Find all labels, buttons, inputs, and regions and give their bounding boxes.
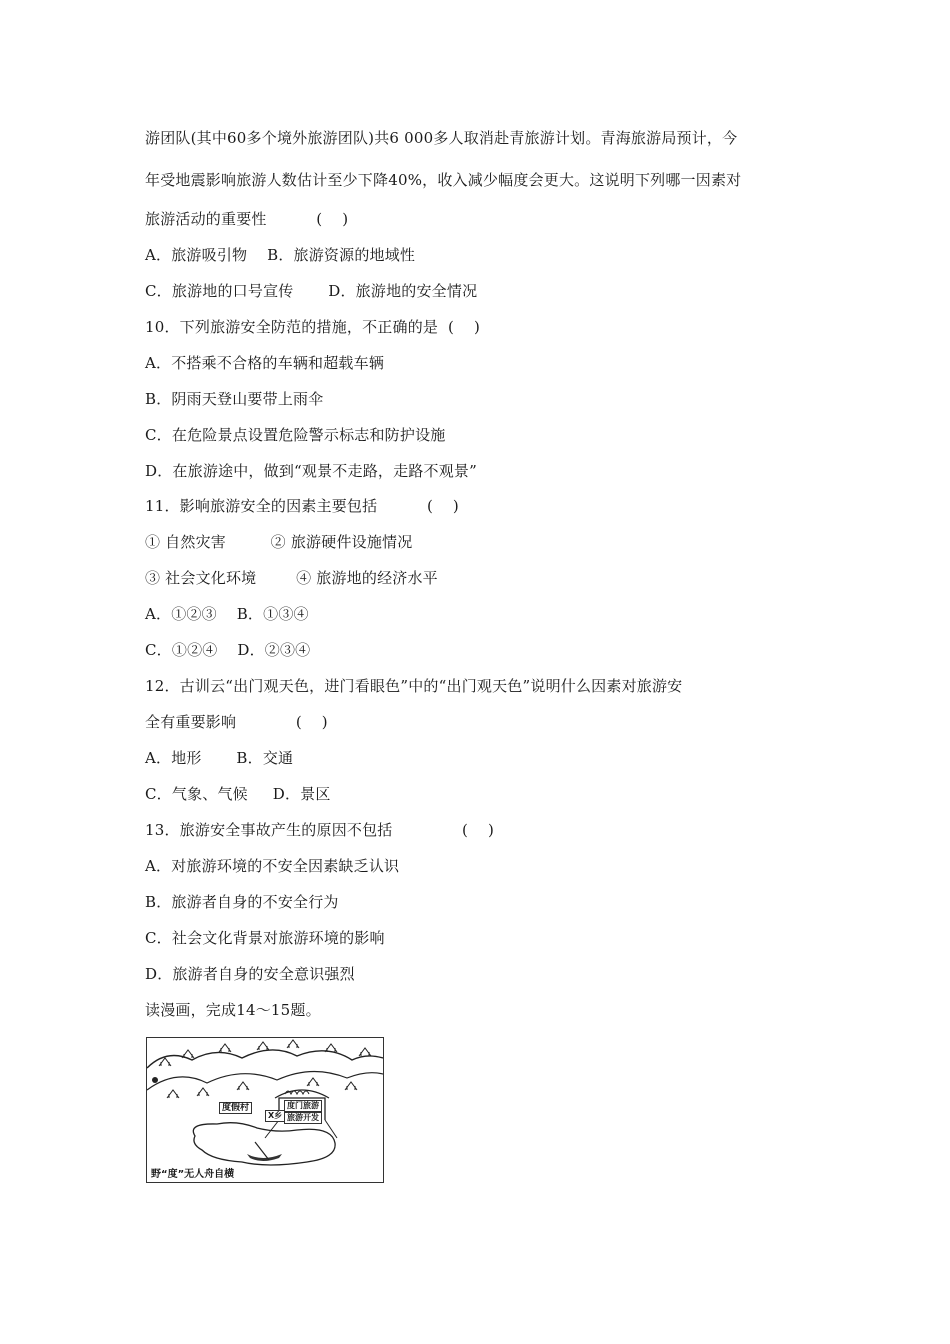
option-line: C．①②④ D．②③④ <box>145 641 311 659</box>
text-line: 全有重要影响 ( ) <box>145 713 328 731</box>
text-line: 旅游活动的重要性 ( ) <box>145 210 349 228</box>
option-line: A．对旅游环境的不安全因素缺乏认识 <box>145 857 400 875</box>
question-line: 10．下列旅游安全防范的措施，不正确的是 ( ) <box>145 318 481 336</box>
option-line: C．社会文化背景对旅游环境的影响 <box>145 929 385 947</box>
instruction-line: 读漫画，完成14～15题。 <box>145 1001 321 1019</box>
option-line: C．气象、气候 D．景区 <box>145 785 331 803</box>
gate-sign-top: 度门旅游 <box>284 1100 322 1112</box>
option-line: D．旅游者自身的安全意识强烈 <box>145 965 355 983</box>
gate-sign-bottom: 旅游开发 <box>284 1112 322 1124</box>
option-line: A．①②③ B．①③④ <box>145 605 309 623</box>
text-line: 游团队(其中60多个境外旅游团队)共6 000多人取消赴青旅游计划。青海旅游局预计，今 <box>145 129 738 147</box>
option-line: A．不搭乘不合格的车辆和超载车辆 <box>145 354 385 372</box>
cartoon-illustration <box>146 1037 384 1183</box>
cartoon-caption: 野“度”无人舟自横 <box>151 1169 235 1180</box>
option-line: C．旅游地的口号宣传 D．旅游地的安全情况 <box>145 282 478 300</box>
option-line: B．旅游者自身的不安全行为 <box>145 893 339 911</box>
option-line: A．旅游吸引物 B．旅游资源的地域性 <box>145 246 416 264</box>
village-label: X乡 <box>265 1110 285 1122</box>
question-line: 11．影响旅游安全的因素主要包括 ( ) <box>145 497 459 515</box>
option-line: D．在旅游途中，做到“观景不走路，走路不观景” <box>145 462 477 480</box>
option-line: A．地形 B．交通 <box>145 749 294 767</box>
option-line: ③ 社会文化环境 ④ 旅游地的经济水平 <box>145 569 438 587</box>
text-line: 年受地震影响旅游人数估计至少下降40%，收入减少幅度会更大。这说明下列哪一因素对 <box>145 171 742 189</box>
question-line: 12．古训云“出门观天色，进门看眼色”中的“出门观天色”说明什么因素对旅游安 <box>145 677 683 695</box>
question-line: 13．旅游安全事故产生的原因不包括 ( ) <box>145 821 495 839</box>
option-line: C．在危险景点设置危险警示标志和防护设施 <box>145 426 446 444</box>
option-line: B．阴雨天登山要带上雨伞 <box>145 390 324 408</box>
resort-label: 度假村 <box>219 1102 252 1114</box>
option-line: ① 自然灾害 ② 旅游硬件设施情况 <box>145 533 413 551</box>
